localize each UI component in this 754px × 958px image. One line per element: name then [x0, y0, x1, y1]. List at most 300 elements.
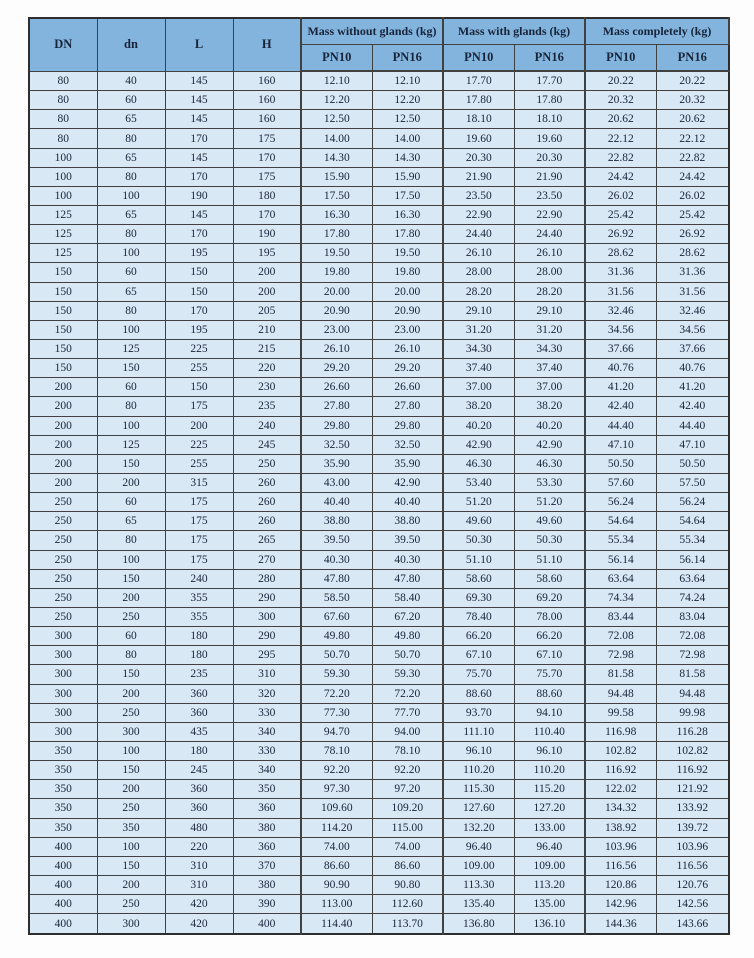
cell-without-glands-pn10: 20.90 [301, 301, 372, 320]
cell-L: 360 [165, 780, 233, 799]
cell-completely-pn16: 55.34 [656, 531, 729, 550]
table-row [29, 741, 729, 760]
cell-dn: 60 [97, 263, 165, 282]
cell-H: 340 [233, 761, 301, 780]
cell-completely-pn10: 83.44 [585, 607, 656, 626]
table-row [29, 856, 729, 875]
sub-header-completely-pn10: PN10 [585, 45, 656, 72]
cell-L: 310 [165, 856, 233, 875]
cell-without-glands-pn10: 23.00 [301, 320, 372, 339]
cell-with-glands-pn10: 38.20 [443, 397, 514, 416]
table-row [29, 206, 729, 225]
cell-DN: 150 [29, 263, 97, 282]
cell-L: 190 [165, 186, 233, 205]
cell-with-glands-pn10: 28.20 [443, 282, 514, 301]
cell-without-glands-pn10: 92.20 [301, 761, 372, 780]
cell-with-glands-pn16: 88.60 [514, 684, 585, 703]
col-header-h: H [233, 18, 301, 71]
cell-dn: 250 [97, 895, 165, 914]
cell-without-glands-pn10: 72.20 [301, 684, 372, 703]
cell-completely-pn10: 63.64 [585, 569, 656, 588]
cell-without-glands-pn10: 49.80 [301, 627, 372, 646]
cell-completely-pn10: 116.92 [585, 761, 656, 780]
cell-without-glands-pn10: 17.80 [301, 225, 372, 244]
cell-dn: 80 [97, 225, 165, 244]
cell-with-glands-pn16: 115.20 [514, 780, 585, 799]
cell-with-glands-pn10: 23.50 [443, 186, 514, 205]
cell-completely-pn16: 94.48 [656, 684, 729, 703]
cell-H: 360 [233, 837, 301, 856]
cell-with-glands-pn10: 78.40 [443, 607, 514, 626]
cell-DN: 80 [29, 110, 97, 129]
cell-DN: 300 [29, 646, 97, 665]
cell-dn: 125 [97, 339, 165, 358]
cell-completely-pn16: 72.98 [656, 646, 729, 665]
cell-L: 255 [165, 359, 233, 378]
table-row [29, 914, 729, 934]
cell-dn: 150 [97, 856, 165, 875]
cell-L: 175 [165, 531, 233, 550]
cell-completely-pn10: 56.24 [585, 493, 656, 512]
cell-H: 310 [233, 665, 301, 684]
cell-completely-pn10: 40.76 [585, 359, 656, 378]
cell-DN: 350 [29, 780, 97, 799]
cell-with-glands-pn10: 19.60 [443, 129, 514, 148]
cell-L: 180 [165, 741, 233, 760]
cell-with-glands-pn10: 40.20 [443, 416, 514, 435]
cell-completely-pn10: 142.96 [585, 895, 656, 914]
cell-without-glands-pn10: 40.30 [301, 550, 372, 569]
cell-completely-pn10: 144.36 [585, 914, 656, 934]
cell-completely-pn10: 47.10 [585, 435, 656, 454]
cell-dn: 65 [97, 206, 165, 225]
cell-without-glands-pn10: 43.00 [301, 473, 372, 492]
cell-dn: 300 [97, 722, 165, 741]
table-row [29, 359, 729, 378]
cell-with-glands-pn16: 50.30 [514, 531, 585, 550]
cell-with-glands-pn16: 110.20 [514, 761, 585, 780]
cell-DN: 300 [29, 703, 97, 722]
cell-dn: 125 [97, 435, 165, 454]
cell-L: 145 [165, 91, 233, 110]
cell-DN: 100 [29, 148, 97, 167]
cell-with-glands-pn16: 113.20 [514, 875, 585, 894]
cell-completely-pn10: 34.56 [585, 320, 656, 339]
cell-without-glands-pn16: 42.90 [372, 473, 443, 492]
cell-without-glands-pn10: 78.10 [301, 741, 372, 760]
cell-DN: 125 [29, 206, 97, 225]
cell-H: 280 [233, 569, 301, 588]
cell-completely-pn10: 122.02 [585, 780, 656, 799]
table-row [29, 703, 729, 722]
cell-with-glands-pn16: 22.90 [514, 206, 585, 225]
cell-with-glands-pn16: 37.00 [514, 378, 585, 397]
cell-completely-pn16: 25.42 [656, 206, 729, 225]
cell-without-glands-pn16: 59.30 [372, 665, 443, 684]
cell-without-glands-pn16: 39.50 [372, 531, 443, 550]
cell-without-glands-pn10: 40.40 [301, 493, 372, 512]
cell-completely-pn10: 72.98 [585, 646, 656, 665]
table-row [29, 895, 729, 914]
cell-without-glands-pn16: 26.10 [372, 339, 443, 358]
cell-H: 205 [233, 301, 301, 320]
cell-with-glands-pn16: 75.70 [514, 665, 585, 684]
cell-completely-pn10: 20.62 [585, 110, 656, 129]
cell-completely-pn16: 47.10 [656, 435, 729, 454]
cell-without-glands-pn10: 12.10 [301, 71, 372, 91]
cell-with-glands-pn16: 109.00 [514, 856, 585, 875]
cell-L: 435 [165, 722, 233, 741]
cell-dn: 100 [97, 244, 165, 263]
cell-DN: 250 [29, 512, 97, 531]
cell-dn: 150 [97, 359, 165, 378]
table-row [29, 684, 729, 703]
cell-DN: 80 [29, 91, 97, 110]
cell-with-glands-pn10: 17.80 [443, 91, 514, 110]
cell-with-glands-pn10: 50.30 [443, 531, 514, 550]
table-header [29, 18, 729, 71]
cell-completely-pn10: 103.96 [585, 837, 656, 856]
cell-DN: 400 [29, 856, 97, 875]
cell-without-glands-pn16: 40.30 [372, 550, 443, 569]
cell-with-glands-pn16: 46.30 [514, 454, 585, 473]
cell-DN: 200 [29, 416, 97, 435]
cell-L: 420 [165, 914, 233, 934]
cell-completely-pn16: 31.56 [656, 282, 729, 301]
cell-H: 330 [233, 741, 301, 760]
cell-completely-pn16: 133.92 [656, 799, 729, 818]
cell-completely-pn16: 37.66 [656, 339, 729, 358]
cell-H: 270 [233, 550, 301, 569]
table-row [29, 435, 729, 454]
cell-DN: 350 [29, 761, 97, 780]
cell-without-glands-pn16: 77.70 [372, 703, 443, 722]
cell-L: 170 [165, 301, 233, 320]
cell-with-glands-pn10: 75.70 [443, 665, 514, 684]
cell-H: 235 [233, 397, 301, 416]
sub-header-with-glands-pn16: PN16 [514, 45, 585, 72]
cell-with-glands-pn16: 40.20 [514, 416, 585, 435]
cell-DN: 80 [29, 71, 97, 91]
cell-without-glands-pn10: 19.50 [301, 244, 372, 263]
cell-H: 360 [233, 799, 301, 818]
cell-dn: 100 [97, 550, 165, 569]
cell-with-glands-pn10: 53.40 [443, 473, 514, 492]
cell-without-glands-pn16: 49.80 [372, 627, 443, 646]
cell-with-glands-pn16: 23.50 [514, 186, 585, 205]
table-row [29, 531, 729, 550]
cell-L: 150 [165, 378, 233, 397]
cell-completely-pn16: 142.56 [656, 895, 729, 914]
cell-without-glands-pn16: 15.90 [372, 167, 443, 186]
cell-with-glands-pn10: 22.90 [443, 206, 514, 225]
cell-without-glands-pn10: 74.00 [301, 837, 372, 856]
cell-with-glands-pn16: 26.10 [514, 244, 585, 263]
cell-with-glands-pn16: 110.40 [514, 722, 585, 741]
cell-L: 170 [165, 167, 233, 186]
cell-dn: 65 [97, 512, 165, 531]
cell-DN: 125 [29, 225, 97, 244]
cell-with-glands-pn16: 21.90 [514, 167, 585, 186]
cell-completely-pn16: 116.56 [656, 856, 729, 875]
cell-H: 210 [233, 320, 301, 339]
cell-with-glands-pn16: 53.30 [514, 473, 585, 492]
table-row [29, 818, 729, 837]
cell-with-glands-pn10: 135.40 [443, 895, 514, 914]
cell-completely-pn16: 31.36 [656, 263, 729, 282]
cell-DN: 400 [29, 875, 97, 894]
cell-without-glands-pn16: 14.00 [372, 129, 443, 148]
cell-with-glands-pn10: 17.70 [443, 71, 514, 91]
cell-dn: 150 [97, 665, 165, 684]
cell-with-glands-pn10: 132.20 [443, 818, 514, 837]
cell-H: 220 [233, 359, 301, 378]
cell-L: 200 [165, 416, 233, 435]
cell-completely-pn16: 99.98 [656, 703, 729, 722]
cell-DN: 400 [29, 914, 97, 934]
cell-with-glands-pn10: 113.30 [443, 875, 514, 894]
cell-completely-pn10: 44.40 [585, 416, 656, 435]
cell-H: 260 [233, 473, 301, 492]
cell-without-glands-pn10: 114.40 [301, 914, 372, 934]
cell-without-glands-pn10: 77.30 [301, 703, 372, 722]
cell-dn: 80 [97, 397, 165, 416]
cell-with-glands-pn16: 136.10 [514, 914, 585, 934]
table-row [29, 665, 729, 684]
cell-without-glands-pn16: 35.90 [372, 454, 443, 473]
cell-completely-pn10: 102.82 [585, 741, 656, 760]
cell-H: 340 [233, 722, 301, 741]
col-header-dn: DN [29, 18, 97, 71]
cell-without-glands-pn10: 16.30 [301, 206, 372, 225]
cell-H: 295 [233, 646, 301, 665]
cell-without-glands-pn10: 59.30 [301, 665, 372, 684]
sub-header-without-glands-pn16: PN16 [372, 45, 443, 72]
cell-L: 145 [165, 71, 233, 91]
cell-with-glands-pn10: 67.10 [443, 646, 514, 665]
cell-dn: 200 [97, 588, 165, 607]
cell-L: 420 [165, 895, 233, 914]
cell-completely-pn10: 57.60 [585, 473, 656, 492]
cell-completely-pn10: 26.02 [585, 186, 656, 205]
cell-H: 350 [233, 780, 301, 799]
cell-L: 180 [165, 627, 233, 646]
cell-L: 315 [165, 473, 233, 492]
cell-H: 180 [233, 186, 301, 205]
cell-completely-pn10: 31.56 [585, 282, 656, 301]
cell-completely-pn16: 44.40 [656, 416, 729, 435]
cell-H: 240 [233, 416, 301, 435]
cell-with-glands-pn10: 51.20 [443, 493, 514, 512]
table-row [29, 263, 729, 282]
cell-L: 240 [165, 569, 233, 588]
cell-L: 225 [165, 339, 233, 358]
cell-without-glands-pn16: 20.00 [372, 282, 443, 301]
cell-DN: 300 [29, 722, 97, 741]
cell-dn: 250 [97, 607, 165, 626]
cell-DN: 250 [29, 607, 97, 626]
cell-H: 230 [233, 378, 301, 397]
cell-dn: 250 [97, 703, 165, 722]
cell-DN: 200 [29, 454, 97, 473]
table-row [29, 301, 729, 320]
cell-dn: 150 [97, 569, 165, 588]
cell-DN: 100 [29, 167, 97, 186]
cell-L: 245 [165, 761, 233, 780]
cell-DN: 250 [29, 531, 97, 550]
cell-without-glands-pn10: 15.90 [301, 167, 372, 186]
cell-dn: 100 [97, 416, 165, 435]
cell-dn: 80 [97, 301, 165, 320]
cell-L: 170 [165, 225, 233, 244]
cell-with-glands-pn10: 18.10 [443, 110, 514, 129]
cell-completely-pn10: 134.32 [585, 799, 656, 818]
cell-completely-pn16: 41.20 [656, 378, 729, 397]
cell-with-glands-pn10: 58.60 [443, 569, 514, 588]
cell-without-glands-pn10: 19.80 [301, 263, 372, 282]
cell-without-glands-pn16: 17.50 [372, 186, 443, 205]
sub-header-completely-pn16: PN16 [656, 45, 729, 72]
cell-with-glands-pn10: 110.20 [443, 761, 514, 780]
cell-dn: 80 [97, 167, 165, 186]
cell-L: 360 [165, 799, 233, 818]
cell-completely-pn10: 26.92 [585, 225, 656, 244]
cell-with-glands-pn16: 135.00 [514, 895, 585, 914]
cell-with-glands-pn10: 88.60 [443, 684, 514, 703]
cell-completely-pn10: 56.14 [585, 550, 656, 569]
cell-without-glands-pn16: 92.20 [372, 761, 443, 780]
table-row [29, 148, 729, 167]
cell-completely-pn16: 121.92 [656, 780, 729, 799]
cell-DN: 250 [29, 493, 97, 512]
cell-L: 310 [165, 875, 233, 894]
cell-with-glands-pn10: 21.90 [443, 167, 514, 186]
group-header-mass-completely: Mass completely (kg) [585, 18, 729, 45]
table-row [29, 186, 729, 205]
cell-DN: 150 [29, 301, 97, 320]
cell-without-glands-pn10: 35.90 [301, 454, 372, 473]
cell-DN: 150 [29, 320, 97, 339]
cell-dn: 100 [97, 186, 165, 205]
table-row [29, 588, 729, 607]
cell-H: 195 [233, 244, 301, 263]
table-row [29, 397, 729, 416]
cell-without-glands-pn16: 23.00 [372, 320, 443, 339]
cell-DN: 300 [29, 684, 97, 703]
cell-without-glands-pn10: 39.50 [301, 531, 372, 550]
cell-dn: 60 [97, 493, 165, 512]
cell-H: 170 [233, 148, 301, 167]
cell-completely-pn10: 55.34 [585, 531, 656, 550]
cell-L: 150 [165, 263, 233, 282]
cell-completely-pn16: 26.92 [656, 225, 729, 244]
cell-dn: 80 [97, 531, 165, 550]
cell-without-glands-pn16: 19.80 [372, 263, 443, 282]
cell-with-glands-pn10: 51.10 [443, 550, 514, 569]
cell-without-glands-pn16: 29.80 [372, 416, 443, 435]
cell-without-glands-pn16: 26.60 [372, 378, 443, 397]
col-header-l: L [165, 18, 233, 71]
cell-H: 190 [233, 225, 301, 244]
table-row [29, 761, 729, 780]
cell-H: 200 [233, 282, 301, 301]
table-row [29, 71, 729, 91]
cell-with-glands-pn16: 29.10 [514, 301, 585, 320]
cell-without-glands-pn16: 74.00 [372, 837, 443, 856]
cell-dn: 65 [97, 110, 165, 129]
cell-H: 215 [233, 339, 301, 358]
cell-DN: 250 [29, 569, 97, 588]
cell-without-glands-pn16: 86.60 [372, 856, 443, 875]
cell-completely-pn10: 81.58 [585, 665, 656, 684]
cell-H: 160 [233, 110, 301, 129]
cell-completely-pn10: 24.42 [585, 167, 656, 186]
cell-with-glands-pn10: 109.00 [443, 856, 514, 875]
cell-with-glands-pn16: 24.40 [514, 225, 585, 244]
cell-without-glands-pn16: 58.40 [372, 588, 443, 607]
cell-DN: 200 [29, 435, 97, 454]
cell-H: 320 [233, 684, 301, 703]
cell-L: 175 [165, 493, 233, 512]
cell-H: 370 [233, 856, 301, 875]
cell-with-glands-pn16: 34.30 [514, 339, 585, 358]
cell-with-glands-pn16: 51.20 [514, 493, 585, 512]
cell-without-glands-pn16: 12.20 [372, 91, 443, 110]
cell-H: 380 [233, 818, 301, 837]
cell-dn: 100 [97, 320, 165, 339]
cell-without-glands-pn10: 50.70 [301, 646, 372, 665]
cell-dn: 60 [97, 91, 165, 110]
cell-completely-pn16: 22.82 [656, 148, 729, 167]
sub-header-without-glands-pn10: PN10 [301, 45, 372, 72]
cell-completely-pn16: 20.62 [656, 110, 729, 129]
cell-without-glands-pn10: 58.50 [301, 588, 372, 607]
cell-completely-pn16: 34.56 [656, 320, 729, 339]
cell-dn: 200 [97, 473, 165, 492]
cell-without-glands-pn10: 109.60 [301, 799, 372, 818]
cell-completely-pn10: 54.64 [585, 512, 656, 531]
cell-DN: 350 [29, 799, 97, 818]
cell-completely-pn10: 116.56 [585, 856, 656, 875]
cell-with-glands-pn16: 38.20 [514, 397, 585, 416]
cell-without-glands-pn16: 16.30 [372, 206, 443, 225]
cell-completely-pn10: 32.46 [585, 301, 656, 320]
cell-with-glands-pn10: 96.40 [443, 837, 514, 856]
cell-completely-pn16: 50.50 [656, 454, 729, 473]
cell-without-glands-pn10: 86.60 [301, 856, 372, 875]
cell-without-glands-pn10: 14.00 [301, 129, 372, 148]
cell-dn: 60 [97, 378, 165, 397]
cell-without-glands-pn10: 114.20 [301, 818, 372, 837]
cell-completely-pn16: 63.64 [656, 569, 729, 588]
cell-with-glands-pn10: 28.00 [443, 263, 514, 282]
cell-without-glands-pn16: 115.00 [372, 818, 443, 837]
cell-without-glands-pn16: 14.30 [372, 148, 443, 167]
cell-with-glands-pn16: 51.10 [514, 550, 585, 569]
cell-completely-pn10: 41.20 [585, 378, 656, 397]
cell-dn: 80 [97, 646, 165, 665]
cell-dn: 65 [97, 148, 165, 167]
cell-L: 180 [165, 646, 233, 665]
table-row [29, 722, 729, 741]
cell-with-glands-pn10: 37.00 [443, 378, 514, 397]
cell-H: 400 [233, 914, 301, 934]
cell-DN: 400 [29, 837, 97, 856]
cell-DN: 125 [29, 244, 97, 263]
cell-H: 290 [233, 588, 301, 607]
table-row [29, 493, 729, 512]
cell-DN: 100 [29, 186, 97, 205]
